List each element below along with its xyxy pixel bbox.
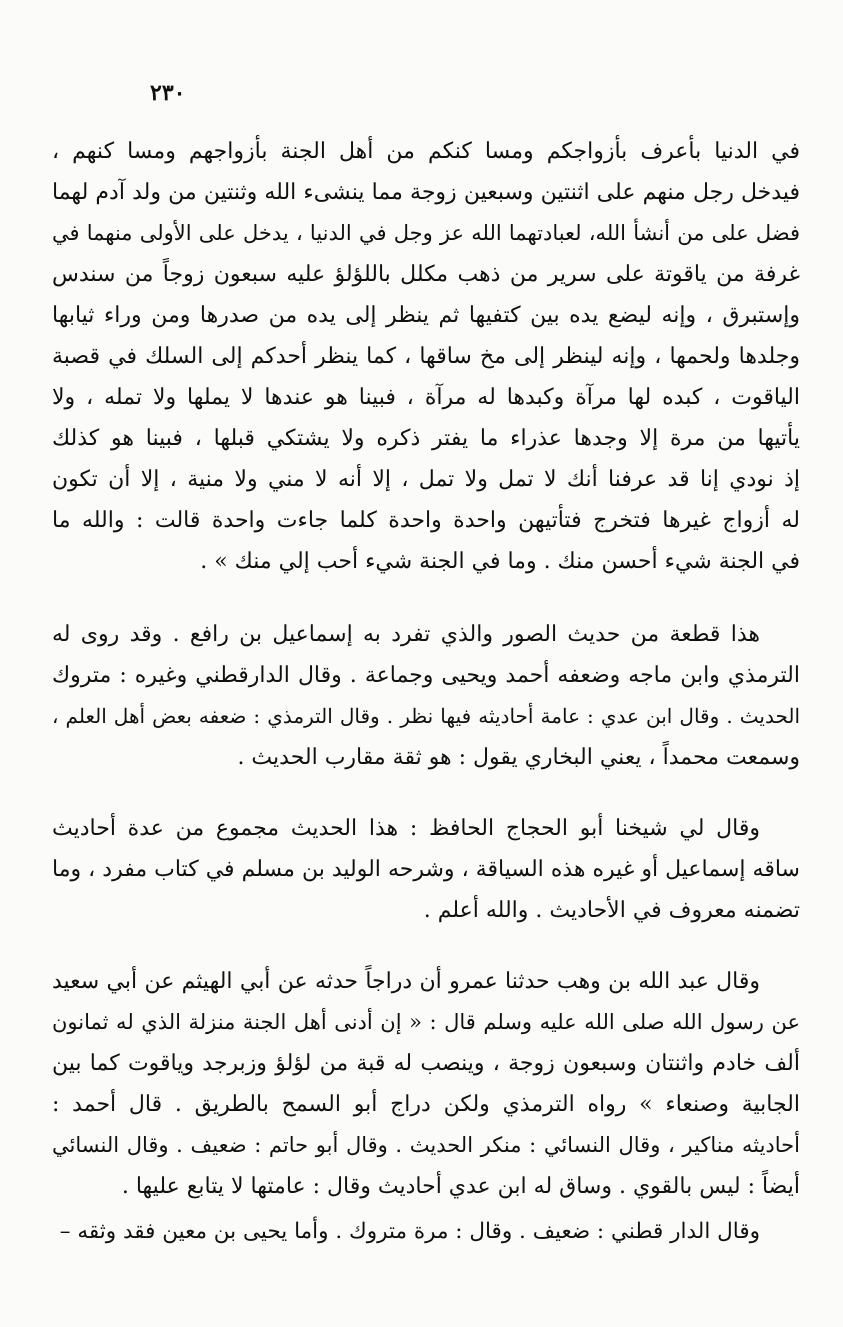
paragraph-5 xyxy=(52,1211,800,1252)
paragraph-4 xyxy=(52,961,800,1207)
text-line: وإستبرق ، وإنه ليضع يده بين كتفيها ثم ينظر إلى يده من صدرها ومن وراء ثيابها xyxy=(52,303,800,328)
paragraph-1 xyxy=(52,131,800,582)
text-line: إذ نودي إنا قد عرفنا أنك لا تمل ولا تمل ، إلا أنه لا مني ولا منية ، إلا أن تكون xyxy=(52,467,800,492)
text-line: فضل على من أنشأ الله، لعبادتهما الله عز وجل في الدنيا ، يدخل على الأولى منهما في xyxy=(52,221,800,245)
text-line: أيضاً : ليس بالقوي . وساق له ابن عدي أحاديث وقال : عامتها لا يتابع عليها . xyxy=(121,1174,800,1199)
page-number: ٢٣٠ xyxy=(150,80,186,106)
text-line: عن رسول الله صلى الله عليه وسلم قال : « إن أدنى أهل الجنة منزلة الذي له ثمانون xyxy=(52,1010,800,1034)
text-line: ألف خادم واثنتان وسبعون زوجة ، وينصب له قبة من لؤلؤ وزبرجد وياقوت كما بين xyxy=(52,1051,800,1076)
text-line: له أزواج غيرها فتخرج فتأتيهن واحدة واحدة كلما جاءت واحدة قالت : والله ما xyxy=(52,508,800,533)
text-line: غرفة من ياقوتة على سرير من ذهب مكلل باللؤلؤ عليه سبعون زوجاً من سندس xyxy=(52,262,800,287)
text-line: في الجنة شيء أحسن منك . وما في الجنة شيء أحب إلي منك » . xyxy=(200,549,800,574)
text-line: فيدخل رجل منهم على اثنتين وسبعين زوجة مما ينشىء الله وثنتين من ولد آدم لهما xyxy=(52,180,800,205)
text-line: الياقوت ، كبده لها مرآة وكبدها له مرآة ، فبينا هو عندها لا يملها ولا تمله ، ولا xyxy=(52,385,800,410)
text-line: هذا قطعة من حديث الصور والذي تفرد به إسماعيل بن رافع . وقد روى له xyxy=(52,622,760,647)
text-line: وقال عبد الله بن وهب حدثنا عمرو أن دراجاً حدثه عن أبي الهيثم عن أبي سعيد xyxy=(52,969,760,994)
text-line: وقال الدار قطني : ضعيف . وقال : مرة متروك . وأما يحيى بن معين فقد وثقه – xyxy=(59,1219,760,1244)
text-line: تضمنه معروف في الأحاديث . والله أعلم . xyxy=(423,898,800,923)
text-line: الترمذي وابن ماجه وضعفه أحمد ويحيى وجماعة . وقال الدارقطني وغيره : متروك xyxy=(52,663,800,688)
paragraph-3 xyxy=(52,808,800,931)
text-line: ساقه إسماعيل أو غيره هذه السياقة ، وشرحه الوليد بن مسلم في كتاب مفرد ، وما xyxy=(52,857,800,882)
text-line: الجابية وصنعاء » رواه الترمذي ولكن دراج أبو السمح بالطريق . قال أحمد : xyxy=(52,1092,800,1117)
text-line: وجلدها ولحمها ، وإنه لينظر إلى مخ ساقها ، كما ينظر أحدكم إلى السلك في قصبة xyxy=(52,344,800,369)
text-line: وسمعت محمداً ، يعني البخاري يقول : هو ثقة مقارب الحديث . xyxy=(237,745,800,770)
text-line: وقال لي شيخنا أبو الحجاج الحافظ : هذا الحديث مجموع من عدة أحاديث xyxy=(52,816,760,841)
text-line: أحاديثه مناكير ، وقال النسائي : منكر الحديث . وقال أبو حاتم : ضعيف . وقال النسائي xyxy=(52,1133,800,1157)
text-line: الحديث . وقال ابن عدي : عامة أحاديثه فيها نظر . وقال الترمذي : ضعفه بعض أهل العلم ، xyxy=(52,704,800,728)
text-line: يأتيها من مرة إلا وجدها عذراء ما يفتر ذكره ولا يشتكي قبلها ، فبينا هو كذلك xyxy=(52,426,800,451)
paragraph-2 xyxy=(52,614,800,778)
text-line: في الدنيا بأعرف بأزواجكم ومسا كنكم من أهل الجنة بأزواجهم ومسا كنهم ، xyxy=(52,139,800,164)
